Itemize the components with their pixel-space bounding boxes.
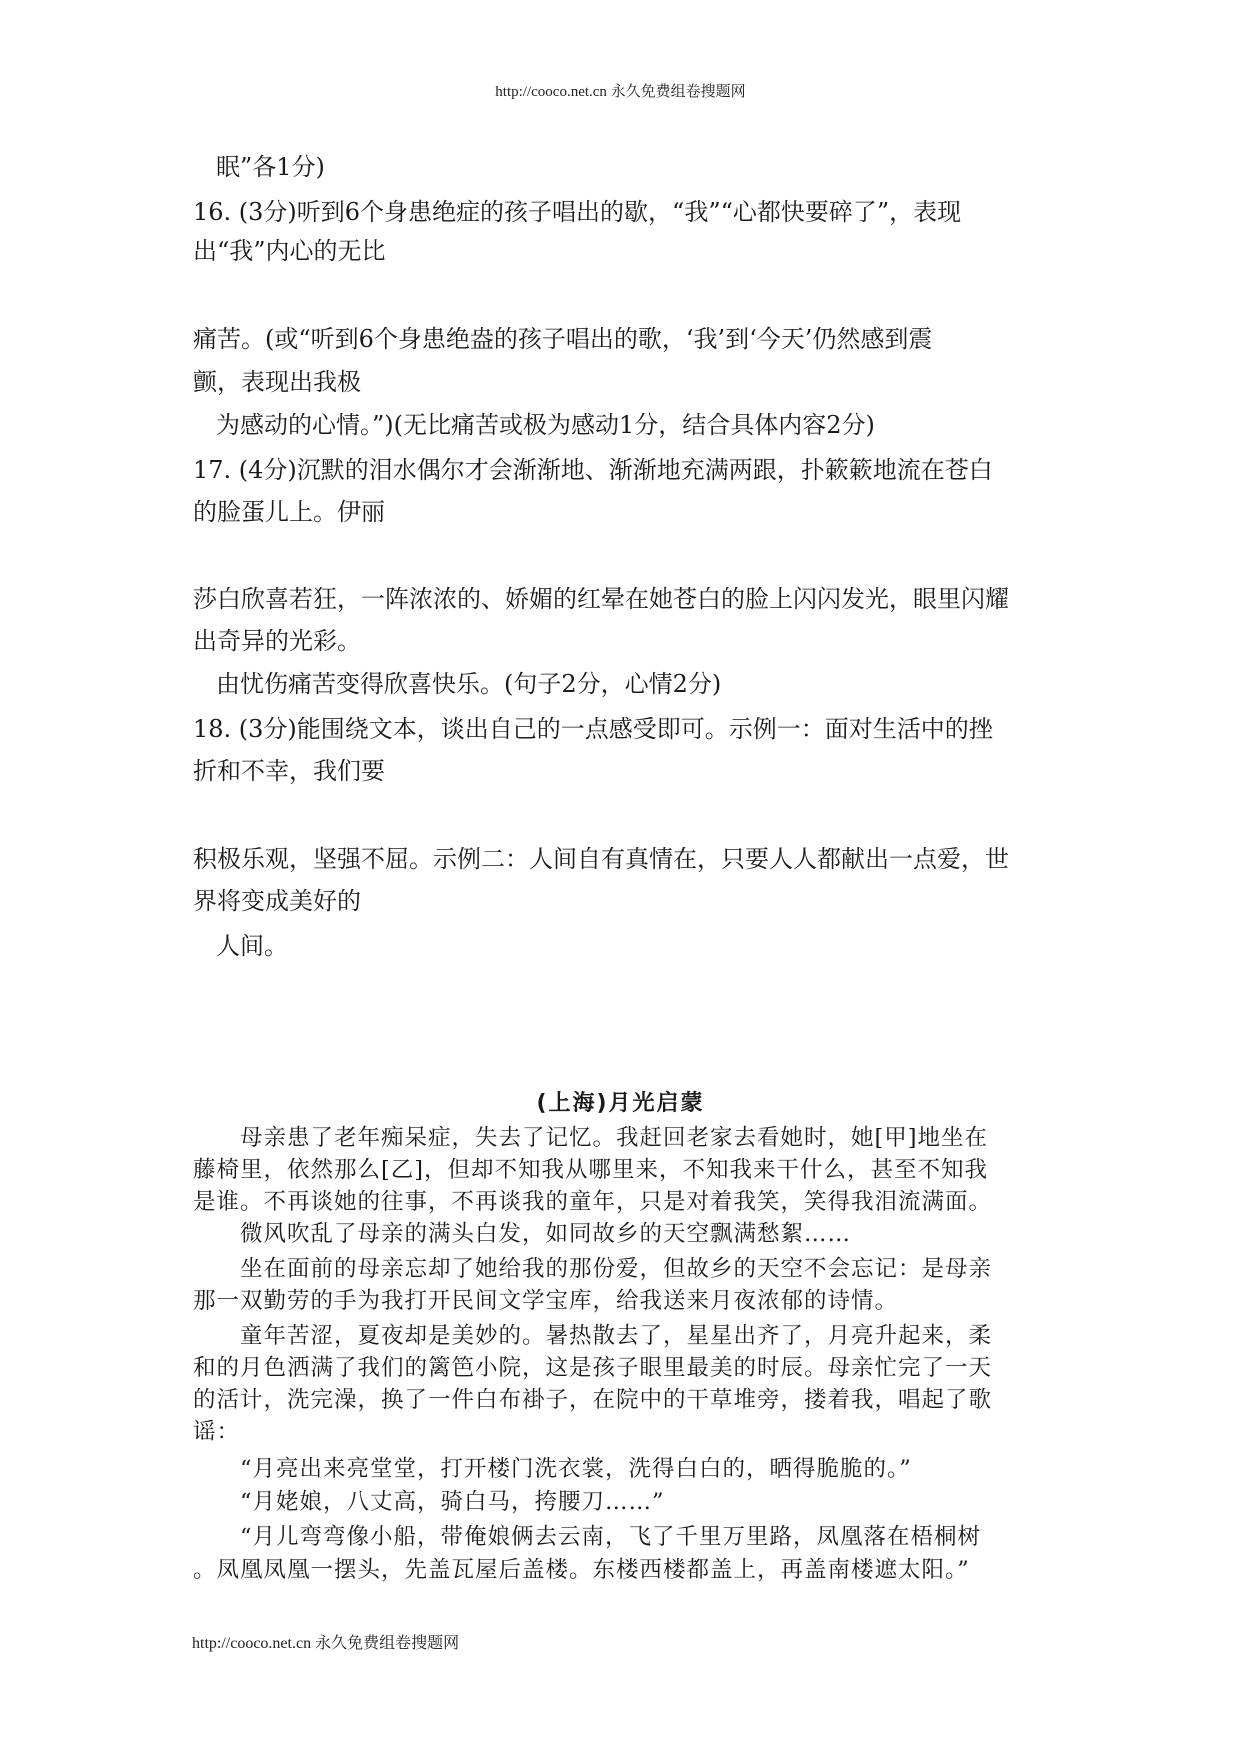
answer-line: 18. (3分)能围绕文本，谈出自己的一点感受即可。示例一：面对生活中的挫 (193, 715, 993, 743)
essay-line: “月亮出来亮堂堂，打开楼门洗衣裳，洗得白白的，晒得脆脆的。” (240, 1456, 912, 1482)
answer-line: 界将变成美好的 (193, 887, 361, 915)
essay-line: 坐在面前的母亲忘却了她给我的那份爱，但故乡的天空不会忘记：是母亲 (240, 1256, 993, 1282)
answer-line: 折和不幸，我们要 (193, 757, 385, 785)
answer-line: 眠”各1分) (216, 153, 325, 181)
essay-line: “月儿弯弯像小船，带俺娘俩去云南，飞了千里万里路，凤凰落在梧桐树 (240, 1524, 982, 1550)
answer-line: 颤，表现出我极 (193, 368, 361, 396)
answer-line: 16. (3分)听到6个身患绝症的孩子唱出的歇，“我”“心都快要碎了”，表现 (193, 198, 962, 226)
answer-line: 出“我”内心的无比 (193, 237, 386, 265)
essay-line: 的活计，洗完澡，换了一件白布褂子，在院中的干草堆旁，搂着我，唱起了歌 (193, 1387, 993, 1413)
essay-line: “月姥娘，八丈高，骑白马，挎腰刀……” (240, 1489, 665, 1515)
page-footer: http://cooco.net.cn 永久免费组卷搜题网 (192, 1635, 460, 1652)
answer-line: 17. (4分)沉默的泪水偶尔才会渐渐地、渐渐地充满两跟，扑簌簌地流在苍白 (193, 456, 993, 484)
answer-line: 人间。 (216, 932, 288, 960)
essay-line: 那一双勤劳的手为我打开民间文学宝库，给我送来月夜浓郁的诗情。 (193, 1288, 899, 1314)
answer-line: 积极乐观，坚强不屈。示例二：人间自有真情在，只要人人都献出一点爱，世 (193, 845, 1009, 873)
answer-line: 痛苦。(或“听到6个身患绝盎的孩子唱出的歌，‘我’到‘今天’仍然感到震 (193, 325, 933, 353)
essay-line: 。凤凰凤凰一摆头，先盖瓦屋后盖楼。东楼西楼都盖上，再盖南楼遮太阳。” (193, 1557, 970, 1583)
essay-line: 童年苦涩，夏夜却是美妙的。暑热散去了，星星出齐了，月亮升起来，柔 (240, 1323, 993, 1349)
essay-title: (上海)月光启蒙 (536, 1091, 705, 1116)
answer-line: 出奇异的光彩。 (193, 627, 361, 655)
essay-line: 谣： (193, 1419, 241, 1445)
essay-line: 微风吹乱了母亲的满头白发，如同故乡的天空飘满愁絮…… (240, 1221, 852, 1247)
answer-line: 的脸蛋儿上。伊丽 (193, 498, 385, 526)
answer-line: 为感动的心情。”)(无比痛苦或极为感动1分，结合具体内容2分) (216, 411, 875, 439)
essay-line: 是谁。不再谈她的往事，不再谈我的童年，只是对着我笑，笑得我泪流满面。 (193, 1189, 993, 1215)
answer-line: 莎白欣喜若狂，一阵浓浓的、娇媚的红晕在她苍白的脸上闪闪发光，眼里闪耀 (193, 585, 1009, 613)
answer-line: 由忧伤痛苦变得欣喜快乐。(句子2分，心情2分) (216, 670, 722, 698)
essay-line: 和的月色洒满了我们的篱笆小院，这是孩子眼里最美的时辰。母亲忙完了一天 (193, 1355, 993, 1381)
page-header: http://cooco.net.cn 永久免费组卷搜题网 (495, 84, 746, 100)
essay-line: 母亲患了老年痴呆症，失去了记忆。我赶回老家去看她时，她[甲]地坐在 (240, 1125, 989, 1151)
essay-line: 藤椅里，依然那么[乙]，但却不知我从哪里来，不知我来干什么，甚至不知我 (193, 1157, 989, 1183)
